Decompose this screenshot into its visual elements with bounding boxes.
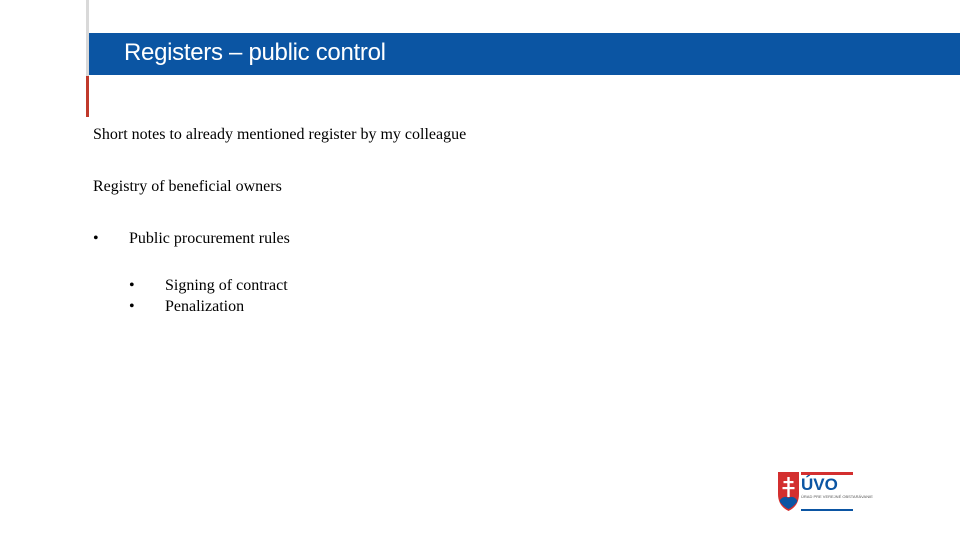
intro-paragraph: Short notes to already mentioned register by my colleague [93,126,467,143]
logo-wordmark: ÚVO [801,475,838,494]
registry-paragraph: Registry of beneficial owners [93,178,282,195]
left-red-accent [86,76,89,117]
sub-bullet-marker: • [129,298,135,315]
bullet-marker: • [93,230,99,247]
sub-bullet-signing-contract: Signing of contract [165,277,288,294]
sub-bullet-marker: • [129,277,135,294]
slide-title: Registers – public control [124,39,386,66]
logo-subtitle: ÚRAD PRE VEREJNÉ OBSTARÁVANIE [801,494,873,499]
bullet-procurement-rules: Public procurement rules [129,230,290,247]
sub-bullet-penalization: Penalization [165,298,245,315]
